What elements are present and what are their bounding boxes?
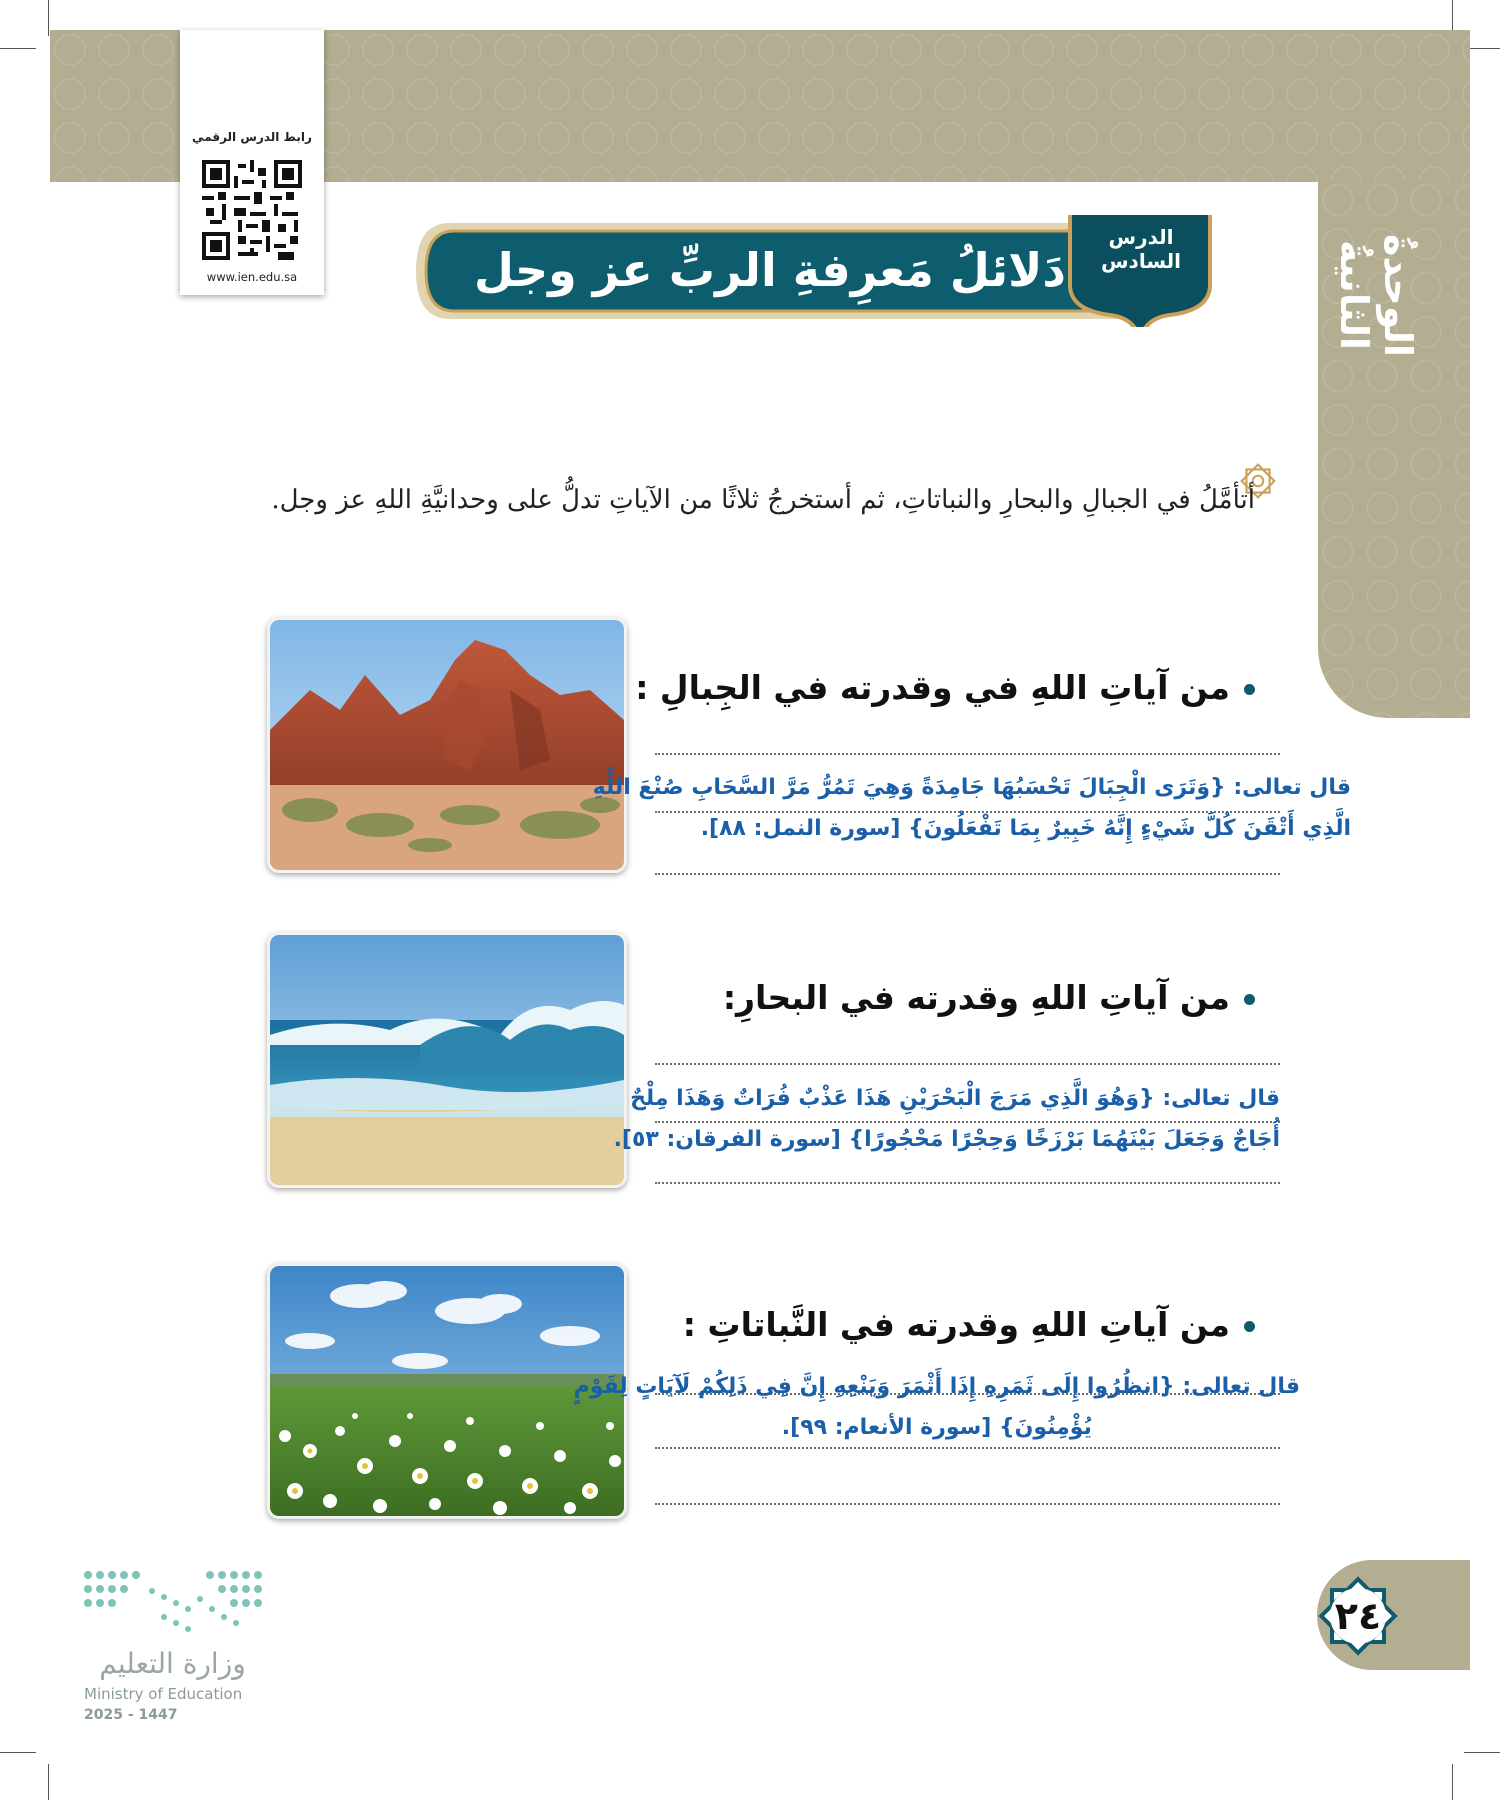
verse-mountains xyxy=(593,767,1351,849)
mountains-photo xyxy=(267,617,627,873)
answer-line xyxy=(655,1182,1280,1184)
activity-instruction: أتأمَّلُ في الجبالِ والبحارِ والنباتاتِ، ثم أستخرجُ ثلاثًا من الآياتِ تدلُّ على وحدانيَّةِ اللهِ عز وجل. xyxy=(271,485,1255,515)
page-number: ٢٤ xyxy=(1334,1594,1382,1638)
section-heading-mountains xyxy=(635,668,1255,707)
section-heading-text: من آياتِ اللهِ وقدرته في البحارِ: xyxy=(722,978,1230,1017)
crop-mark xyxy=(1464,1752,1500,1753)
lesson-badge-line2: السادس xyxy=(1100,249,1182,273)
crop-mark xyxy=(48,0,49,36)
crop-mark xyxy=(1452,1764,1453,1800)
verse-line: قال تعالى: {وَتَرَى الْجِبَالَ تَحْسَبُهَا جَامِدَةً وَهِيَ تَمُرُّ مَرَّ السَّحَابِ صُنْعَ اللَّهِ xyxy=(592,775,1351,800)
bullet-icon xyxy=(1244,684,1255,695)
lesson-badge-line1: الدرس xyxy=(1108,225,1174,249)
answer-line xyxy=(655,1063,1280,1065)
lesson-banner xyxy=(410,215,1232,327)
verse-line: الَّذِي أَتْقَنَ كُلَّ شَيْءٍ إِنَّهُ خَبِيرٌ بِمَا تَفْعَلُونَ} [سورة النمل: ٨٨]. xyxy=(700,816,1351,841)
lesson-title: دَلائلُ مَعرِفةِ الربِّ عز وجل xyxy=(473,243,1067,297)
sea-photo xyxy=(267,932,627,1188)
ministry-dots-icon xyxy=(80,1565,270,1645)
section-heading-text: من آياتِ اللهِ وقدرته في النَّباتاتِ : xyxy=(682,1305,1230,1344)
unit-title: الوحدةُ الثانيةُ xyxy=(1332,233,1420,357)
verse-line: يُؤْمِنُونَ} [سورة الأنعام: ٩٩]. xyxy=(781,1415,1092,1440)
ministry-logo xyxy=(80,1565,280,1725)
digital-lesson-card[interactable] xyxy=(180,30,324,295)
qr-caption: رابط الدرس الرقمي xyxy=(192,130,312,144)
verse-line: قال تعالى: {وَهُوَ الَّذِي مَرَجَ الْبَحْرَيْنِ هَذَا عَذْبٌ فُرَاتٌ وَهَذَا مِلْحٌ xyxy=(630,1086,1280,1111)
section-heading-text: من آياتِ اللهِ في وقدرته في الجِبالِ : xyxy=(635,668,1230,707)
edition-year: 2025 - 1447 xyxy=(84,1707,178,1723)
verse-line: قال تعالى: {انظُرُوا إِلَى ثَمَرِهِ إِذَا أَثْمَرَ وَيَنْعِهِ إِنَّ فِي ذَلِكُمْ لَآيَاتٍ لِقَوْمٍ xyxy=(573,1374,1300,1399)
verse-line: أُجَاجٌ وَجَعَلَ بَيْنَهُمَا بَرْزَخًا وَحِجْرًا مَحْجُورًا} [سورة الفرقان: ٥٣]. xyxy=(613,1127,1280,1152)
answer-line xyxy=(655,1503,1280,1505)
verse-seas xyxy=(614,1078,1280,1160)
qr-code-icon[interactable] xyxy=(202,160,302,260)
bullet-icon xyxy=(1244,994,1255,1005)
crop-mark xyxy=(0,1752,36,1753)
answer-line xyxy=(655,753,1280,755)
answer-line xyxy=(655,873,1280,875)
ministry-name-ar: وزارة التعليم xyxy=(99,1647,246,1680)
ministry-name-en: Ministry of Education xyxy=(84,1685,243,1703)
lesson-badge xyxy=(1082,225,1200,273)
qr-url[interactable]: www.ien.edu.sa xyxy=(206,270,298,284)
bullet-icon xyxy=(1244,1321,1255,1332)
crop-mark xyxy=(0,48,36,49)
crop-mark xyxy=(48,1764,49,1800)
section-heading-seas xyxy=(723,978,1255,1017)
verse-plants xyxy=(574,1366,1300,1448)
section-heading-plants xyxy=(683,1305,1255,1344)
